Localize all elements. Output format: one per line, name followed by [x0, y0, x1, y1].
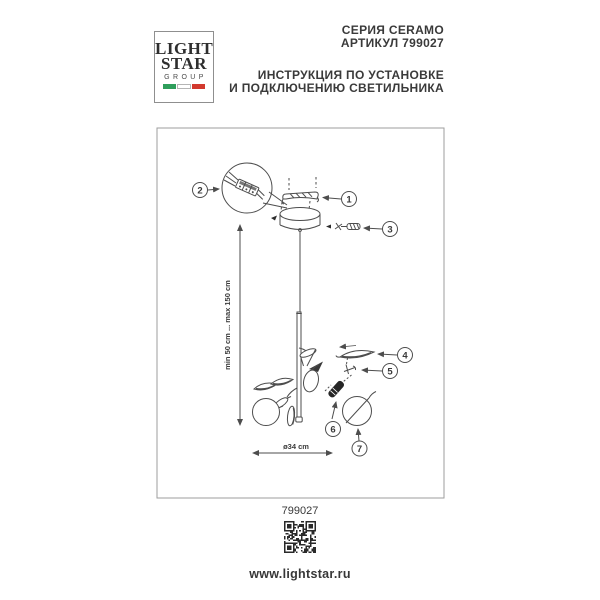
sphere-with-stem: [343, 392, 377, 426]
terminal-block-detail: [222, 163, 287, 213]
logo-text-star: STAR: [160, 54, 208, 73]
svg-text:7: 7: [356, 443, 363, 455]
svg-text:3: 3: [387, 224, 393, 236]
svg-text:2: 2: [197, 185, 203, 197]
callout-7: [352, 429, 367, 456]
glass-sphere: [253, 399, 280, 426]
footer-article-number: 799027: [281, 505, 319, 517]
svg-text:4: 4: [402, 350, 408, 362]
svg-text:6: 6: [330, 424, 336, 436]
led-lamp: [325, 380, 345, 399]
series-label: СЕРИЯ CERAMO: [341, 23, 444, 37]
article-label: АРТИКУЛ 799027: [340, 36, 444, 50]
callout-1: [323, 192, 357, 207]
height-range-label: min 50 cm ... max 150 cm: [223, 280, 232, 370]
website-url: www.lightstar.ru: [249, 567, 351, 581]
leaf-part: [336, 346, 374, 359]
logo-text-light: LIGHT: [155, 39, 214, 58]
diameter-dimension: [253, 442, 332, 453]
insert-arrow-icon: [271, 216, 277, 221]
svg-text:1: 1: [346, 194, 352, 206]
instruction-title-line1: ИНСТРУКЦИЯ ПО УСТАНОВКЕ: [257, 68, 444, 82]
callout-5: [362, 364, 398, 379]
small-screw: [344, 358, 356, 382]
callout-6: [326, 402, 341, 437]
diameter-label: ø34 cm: [283, 442, 309, 451]
pendant-rod: [296, 312, 302, 422]
insert-arrow-icon: [326, 225, 331, 229]
callout-3: [364, 222, 398, 237]
height-dimension: [223, 225, 240, 425]
mounting-bracket: [282, 192, 318, 204]
svg-text:5: 5: [387, 366, 393, 378]
branch-left: [253, 378, 298, 426]
qr-code: [284, 521, 316, 553]
callout-2: [193, 183, 220, 198]
callout-4: [378, 348, 413, 363]
screw-and-anchor: [335, 223, 360, 230]
logo-text-group: GROUP: [164, 74, 207, 81]
branch-right: [299, 347, 323, 393]
instruction-title-line2: И ПОДКЛЮЧЕНИЮ СВЕТИЛЬНИКА: [229, 81, 444, 95]
ceiling-canopy: [271, 208, 331, 232]
